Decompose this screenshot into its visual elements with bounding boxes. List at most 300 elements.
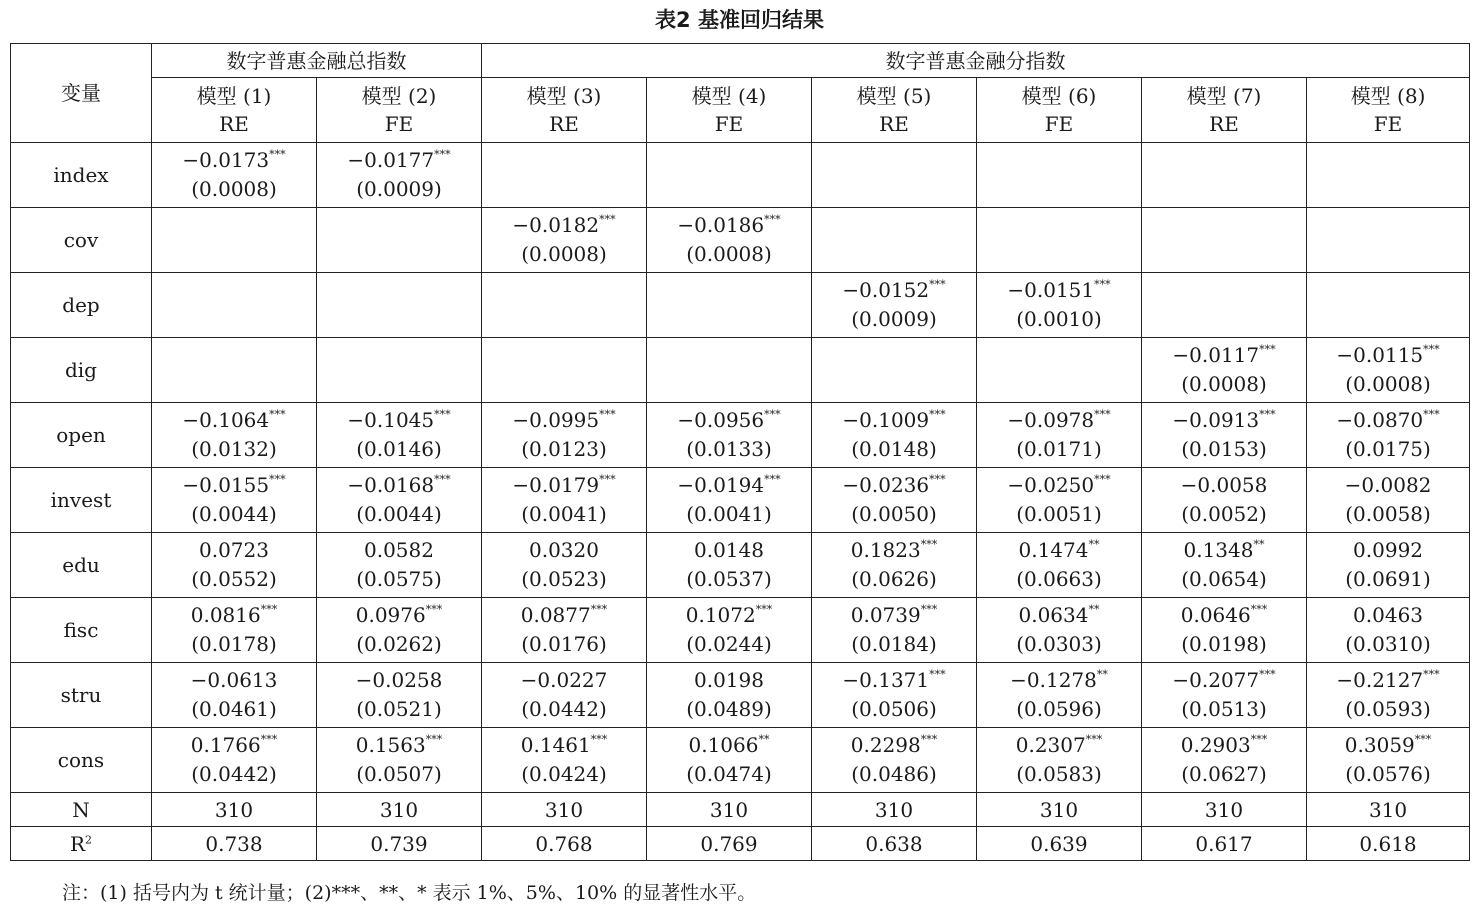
estimate-cell: [977, 663, 1142, 728]
model-name: 模型 (3): [526, 84, 602, 108]
coefficient: 0.0739: [850, 603, 921, 627]
coefficient: −0.2127: [1336, 668, 1424, 692]
estimate-cell: [482, 598, 647, 663]
n-value: 310: [1307, 793, 1470, 827]
model-type: FE: [1044, 112, 1074, 136]
significance-stars: ***: [920, 538, 938, 552]
model-name: 模型 (2): [361, 84, 437, 108]
coefficient: −0.1371: [842, 668, 930, 692]
table-row-dig: [11, 338, 1470, 403]
estimate-cell: [647, 663, 812, 728]
estimate-cell: [812, 208, 977, 273]
coefficient-line: [1142, 666, 1306, 695]
coefficient: 0.0198: [694, 668, 764, 692]
variable-name: index: [11, 143, 152, 208]
estimate-cell: [647, 403, 812, 468]
coefficient: −0.0236: [842, 473, 930, 497]
n-value: 310: [317, 793, 482, 827]
model-header-8: [1307, 78, 1470, 143]
standard-error: (0.0576): [1345, 762, 1431, 786]
coefficient-line: [977, 666, 1141, 695]
model-type: RE: [879, 112, 909, 136]
significance-stars: ***: [764, 213, 781, 227]
estimate-cell: [1142, 273, 1307, 338]
estimate-cell: [977, 143, 1142, 208]
significance-stars: ***: [1423, 668, 1440, 682]
estimate-cell: [977, 403, 1142, 468]
coefficient: −0.0258: [355, 668, 443, 692]
variable-name: open: [11, 403, 152, 468]
coefficient: 0.0148: [694, 538, 764, 562]
standard-error: (0.0303): [1016, 632, 1102, 656]
coefficient-line: [977, 406, 1141, 435]
significance-stars: ***: [590, 603, 608, 617]
model-header-5: [812, 78, 977, 143]
significance-stars: ***: [599, 213, 616, 227]
estimate-cell: [647, 273, 812, 338]
significance-stars: ***: [269, 148, 286, 162]
significance-stars: ***: [599, 408, 616, 422]
coefficient: −0.0182: [512, 213, 600, 237]
table-row-index: [11, 143, 1470, 208]
header-model-row: [11, 78, 1470, 143]
coefficient-line: [812, 536, 976, 565]
coefficient-line: [812, 471, 976, 500]
coefficient-line: [1307, 601, 1469, 630]
coefficient: 0.0976: [355, 603, 426, 627]
coefficient: −0.2077: [1172, 668, 1260, 692]
coefficient: −0.1045: [347, 408, 435, 432]
coefficient-line: [647, 666, 811, 695]
significance-stars: ***: [260, 603, 278, 617]
estimate-cell: [812, 533, 977, 598]
table-row-dep: [11, 273, 1470, 338]
coefficient-line: [1307, 471, 1469, 500]
coefficient: −0.0250: [1007, 473, 1095, 497]
coefficient: −0.0155: [182, 473, 270, 497]
table-row-open: [11, 403, 1470, 468]
coefficient: −0.0613: [190, 668, 278, 692]
coefficient: 0.2298: [850, 733, 921, 757]
coefficient: −0.0227: [520, 668, 608, 692]
standard-error: (0.0178): [191, 632, 277, 656]
estimate-cell: [812, 338, 977, 403]
coefficient-line: [647, 731, 811, 760]
table-body: [11, 143, 1470, 861]
coefficient-line: [317, 471, 481, 500]
estimate-cell: [317, 273, 482, 338]
model-header-2: [317, 78, 482, 143]
coefficient-line: [977, 471, 1141, 500]
estimate-cell: [1142, 728, 1307, 793]
standard-error: (0.0691): [1345, 567, 1431, 591]
estimate-cell: [482, 273, 647, 338]
r2-value: 0.738: [152, 827, 317, 861]
standard-error: (0.0461): [191, 697, 277, 721]
coefficient: 0.1072: [685, 603, 756, 627]
r2-label-superscript: 2: [85, 832, 93, 846]
standard-error: (0.0050): [851, 502, 937, 526]
coefficient-line: [152, 666, 316, 695]
significance-stars: ***: [1250, 603, 1268, 617]
standard-error: (0.0008): [521, 242, 607, 266]
coefficient-line: [647, 601, 811, 630]
coefficient: 0.0463: [1353, 603, 1424, 627]
table-row-invest: [11, 468, 1470, 533]
coefficient-line: [1142, 536, 1306, 565]
r2-value: 0.739: [317, 827, 482, 861]
model-header-6: [977, 78, 1142, 143]
estimate-cell: [647, 208, 812, 273]
model-type: FE: [714, 112, 744, 136]
estimate-cell: [482, 403, 647, 468]
coefficient-line: [812, 731, 976, 760]
r2-value: 0.618: [1307, 827, 1470, 861]
significance-stars: ***: [755, 603, 773, 617]
estimate-cell: [482, 468, 647, 533]
significance-stars: ***: [1094, 278, 1111, 292]
significance-stars: ***: [920, 733, 938, 747]
estimate-cell: [977, 728, 1142, 793]
standard-error: (0.0596): [1016, 697, 1102, 721]
table-row-cons: [11, 728, 1470, 793]
regression-table: [10, 43, 1470, 861]
estimate-cell: [1307, 143, 1470, 208]
estimate-cell: [812, 663, 977, 728]
estimate-cell: [152, 598, 317, 663]
estimate-cell: [152, 403, 317, 468]
variable-name: dig: [11, 338, 152, 403]
significance-stars: ***: [929, 408, 946, 422]
r2-value: 0.639: [977, 827, 1142, 861]
n-value: 310: [647, 793, 812, 827]
significance-stars: ***: [1259, 343, 1276, 357]
r2-value: 0.617: [1142, 827, 1307, 861]
coefficient: 0.0816: [190, 603, 261, 627]
coefficient: −0.0870: [1336, 408, 1424, 432]
r2-value: 0.768: [482, 827, 647, 861]
significance-stars: ***: [1094, 408, 1111, 422]
coefficient: −0.0058: [1180, 473, 1268, 497]
estimate-cell: [482, 143, 647, 208]
standard-error: (0.0523): [521, 567, 607, 591]
standard-error: (0.0663): [1016, 567, 1102, 591]
significance-stars: **: [1096, 668, 1108, 682]
estimate-cell: [812, 728, 977, 793]
estimate-cell: [317, 338, 482, 403]
coefficient: 0.0646: [1180, 603, 1251, 627]
estimate-cell: [977, 338, 1142, 403]
coefficient-line: [482, 731, 646, 760]
standard-error: (0.0041): [521, 502, 607, 526]
coefficient: −0.0152: [842, 278, 930, 302]
estimate-cell: [1142, 533, 1307, 598]
coefficient-line: [482, 666, 646, 695]
coefficient: 0.0634: [1018, 603, 1089, 627]
coefficient: 0.1461: [520, 733, 591, 757]
coefficient: −0.0151: [1007, 278, 1095, 302]
estimate-cell: [647, 338, 812, 403]
coefficient: 0.0582: [364, 538, 434, 562]
coefficient: 0.2903: [1180, 733, 1251, 757]
standard-error: (0.0424): [521, 762, 607, 786]
significance-stars: ***: [1423, 343, 1440, 357]
coefficient-line: [977, 731, 1141, 760]
n-label: N: [11, 793, 152, 827]
estimate-cell: [317, 143, 482, 208]
coefficient: 0.0877: [520, 603, 591, 627]
coefficient: 0.3059: [1344, 733, 1415, 757]
estimate-cell: [977, 598, 1142, 663]
standard-error: (0.0486): [851, 762, 937, 786]
model-name: 模型 (6): [1021, 84, 1097, 108]
standard-error: (0.0008): [1345, 372, 1431, 396]
estimate-cell: [482, 533, 647, 598]
estimate-cell: [317, 208, 482, 273]
coefficient-line: [317, 731, 481, 760]
coefficient: −0.0177: [347, 148, 435, 172]
coefficient-line: [1307, 731, 1469, 760]
estimate-cell: [317, 468, 482, 533]
estimate-cell: [812, 403, 977, 468]
coefficient-line: [152, 471, 316, 500]
estimate-cell: [1142, 663, 1307, 728]
estimate-cell: [482, 663, 647, 728]
significance-stars: ***: [425, 733, 443, 747]
standard-error: (0.0489): [686, 697, 772, 721]
standard-error: (0.0593): [1345, 697, 1431, 721]
standard-error: (0.0507): [356, 762, 442, 786]
coefficient: −0.0168: [347, 473, 435, 497]
coefficient-line: [1307, 406, 1469, 435]
coefficient-line: [812, 666, 976, 695]
significance-stars: ***: [260, 733, 278, 747]
estimate-cell: [647, 728, 812, 793]
estimate-cell: [317, 728, 482, 793]
significance-stars: ***: [434, 473, 451, 487]
standard-error: (0.0146): [356, 437, 442, 461]
estimate-cell: [152, 338, 317, 403]
coefficient-line: [482, 471, 646, 500]
coefficient-line: [1142, 341, 1306, 370]
coefficient: −0.1064: [182, 408, 270, 432]
model-name: 模型 (4): [691, 84, 767, 108]
group-header-total-index: 数字普惠金融总指数: [152, 44, 482, 78]
coefficient-line: [647, 406, 811, 435]
coefficient-line: [977, 601, 1141, 630]
table-title: 表2 基准回归结果: [655, 8, 824, 32]
estimate-cell: [1307, 728, 1470, 793]
estimate-cell: [317, 598, 482, 663]
coefficient-line: [482, 536, 646, 565]
estimate-cell: [647, 143, 812, 208]
coefficient-line: [647, 211, 811, 240]
estimate-cell: [152, 663, 317, 728]
standard-error: (0.0310): [1345, 632, 1431, 656]
model-name: 模型 (8): [1350, 84, 1426, 108]
standard-error: (0.0176): [521, 632, 607, 656]
coefficient-line: [152, 146, 316, 175]
estimate-cell: [1307, 338, 1470, 403]
standard-error: (0.0552): [191, 567, 277, 591]
standard-error: (0.0575): [356, 567, 442, 591]
standard-error: (0.0058): [1345, 502, 1431, 526]
coefficient: 0.1474: [1018, 538, 1089, 562]
coefficient: −0.0995: [512, 408, 600, 432]
standard-error: (0.0626): [851, 567, 937, 591]
model-header-1: [152, 78, 317, 143]
coefficient: 0.1563: [355, 733, 426, 757]
estimate-cell: [1142, 468, 1307, 533]
standard-error: (0.0583): [1016, 762, 1102, 786]
coefficient-line: [317, 666, 481, 695]
coefficient-line: [482, 601, 646, 630]
estimate-cell: [1142, 208, 1307, 273]
estimate-cell: [1142, 403, 1307, 468]
significance-stars: ***: [929, 473, 946, 487]
coefficient-line: [1142, 471, 1306, 500]
significance-stars: ***: [434, 408, 451, 422]
r2-label: [11, 827, 152, 861]
model-header-4: [647, 78, 812, 143]
estimate-cell: [482, 208, 647, 273]
estimate-cell: [977, 208, 1142, 273]
coefficient-line: [1142, 406, 1306, 435]
estimate-cell: [152, 468, 317, 533]
estimate-cell: [152, 143, 317, 208]
coefficient-line: [152, 536, 316, 565]
coefficient: −0.0913: [1172, 408, 1260, 432]
estimate-cell: [152, 208, 317, 273]
group-header-sub-index: 数字普惠金融分指数: [482, 44, 1470, 78]
variable-name: invest: [11, 468, 152, 533]
estimate-cell: [317, 533, 482, 598]
standard-error: (0.0184): [851, 632, 937, 656]
significance-stars: ***: [1085, 733, 1103, 747]
coefficient: −0.0117: [1172, 343, 1260, 367]
estimate-cell: [647, 598, 812, 663]
significance-stars: **: [1253, 538, 1265, 552]
coefficient-line: [1307, 536, 1469, 565]
estimate-cell: [317, 663, 482, 728]
table-note: 注：(1) 括号内为 t 统计量；(2)***、**、* 表示 1%、5%、10% 的显著性水平。: [62, 882, 757, 904]
coefficient-line: [317, 406, 481, 435]
estimate-cell: [482, 338, 647, 403]
standard-error: (0.0442): [191, 762, 277, 786]
standard-error: (0.0041): [686, 502, 772, 526]
coefficient-line: [152, 601, 316, 630]
standard-error: (0.0132): [191, 437, 277, 461]
standard-error: (0.0123): [521, 437, 607, 461]
significance-stars: ***: [425, 603, 443, 617]
significance-stars: ***: [764, 473, 781, 487]
coefficient-line: [1142, 601, 1306, 630]
significance-stars: ***: [599, 473, 616, 487]
coefficient-line: [977, 276, 1141, 305]
standard-error: (0.0044): [356, 502, 442, 526]
standard-error: (0.0654): [1181, 567, 1267, 591]
estimate-cell: [812, 273, 977, 338]
coefficient: −0.0115: [1336, 343, 1424, 367]
model-type: RE: [549, 112, 579, 136]
estimate-cell: [977, 273, 1142, 338]
estimate-cell: [812, 468, 977, 533]
model-header-3: [482, 78, 647, 143]
standard-error: (0.0506): [851, 697, 937, 721]
standard-error: (0.0198): [1181, 632, 1267, 656]
coefficient: −0.0173: [182, 148, 270, 172]
standard-error: (0.0171): [1016, 437, 1102, 461]
standard-error: (0.0009): [851, 307, 937, 331]
table-row-cov: [11, 208, 1470, 273]
coefficient: 0.0992: [1353, 538, 1424, 562]
model-type: FE: [1373, 112, 1403, 136]
estimate-cell: [647, 533, 812, 598]
n-value: 310: [1142, 793, 1307, 827]
coefficient-line: [647, 471, 811, 500]
model-name: 模型 (7): [1186, 84, 1262, 108]
standard-error: (0.0008): [686, 242, 772, 266]
coefficient: −0.0082: [1344, 473, 1432, 497]
estimate-cell: [1307, 663, 1470, 728]
table-header: [11, 44, 1470, 143]
estimate-cell: [1142, 598, 1307, 663]
standard-error: (0.0537): [686, 567, 772, 591]
estimate-cell: [152, 273, 317, 338]
standard-error: (0.0010): [1016, 307, 1102, 331]
table-row-edu: [11, 533, 1470, 598]
model-type: RE: [219, 112, 249, 136]
standard-error: (0.0009): [356, 177, 442, 201]
significance-stars: ***: [269, 408, 286, 422]
estimate-cell: [977, 468, 1142, 533]
standard-error: (0.0442): [521, 697, 607, 721]
estimate-cell: [1307, 273, 1470, 338]
significance-stars: ***: [1423, 408, 1440, 422]
significance-stars: **: [1088, 603, 1100, 617]
coefficient: 0.1066: [688, 733, 759, 757]
model-name: 模型 (1): [196, 84, 272, 108]
coefficient-line: [317, 536, 481, 565]
coefficient: −0.0186: [677, 213, 765, 237]
standard-error: (0.0044): [191, 502, 277, 526]
variable-name: cons: [11, 728, 152, 793]
significance-stars: ***: [1259, 668, 1276, 682]
standard-error: (0.0244): [686, 632, 772, 656]
variable-header: 变量: [11, 44, 152, 143]
coefficient: 0.1348: [1183, 538, 1254, 562]
table-row-n: [11, 793, 1470, 827]
estimate-cell: [1307, 403, 1470, 468]
coefficient: −0.1278: [1010, 668, 1097, 692]
coefficient: −0.1009: [842, 408, 930, 432]
standard-error: (0.0513): [1181, 697, 1267, 721]
estimate-cell: [1307, 598, 1470, 663]
standard-error: (0.0153): [1181, 437, 1267, 461]
model-type: FE: [384, 112, 414, 136]
standard-error: (0.0133): [686, 437, 772, 461]
significance-stars: ***: [269, 473, 286, 487]
estimate-cell: [812, 598, 977, 663]
standard-error: (0.0052): [1181, 502, 1267, 526]
n-value: 310: [152, 793, 317, 827]
variable-name: dep: [11, 273, 152, 338]
table-row-fisc: [11, 598, 1470, 663]
estimate-cell: [152, 728, 317, 793]
significance-stars: **: [1088, 538, 1100, 552]
standard-error: (0.0521): [356, 697, 442, 721]
coefficient: 0.1823: [850, 538, 921, 562]
